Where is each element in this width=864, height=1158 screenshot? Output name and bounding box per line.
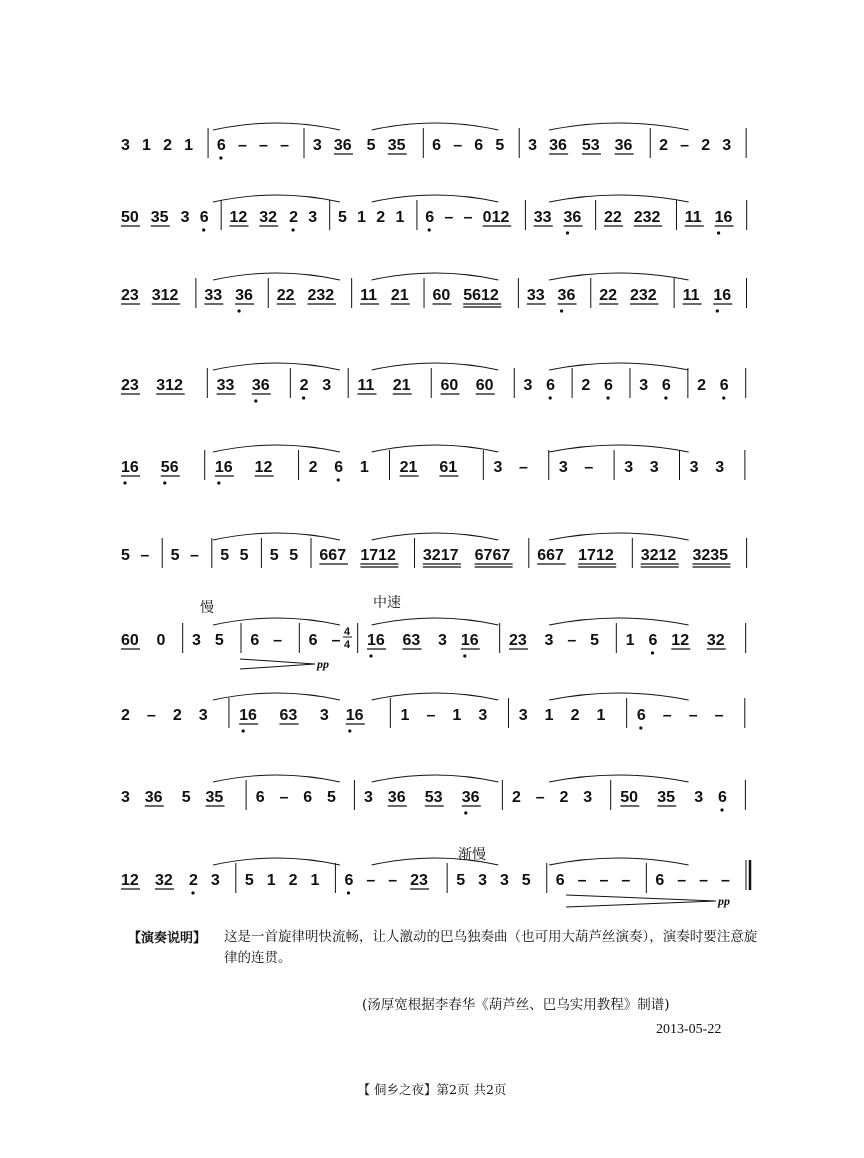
note: 11 [684, 209, 702, 226]
date: 2013-05-22 [656, 1022, 722, 1037]
note: 16 [366, 632, 385, 649]
note: 3 [312, 137, 322, 154]
note: 11 [360, 287, 378, 304]
low-octave-dot [549, 396, 552, 399]
note: 35 [657, 789, 676, 806]
note: 6 [308, 632, 318, 649]
note: 36 [563, 209, 582, 226]
low-octave-dot [560, 309, 563, 312]
slur [213, 273, 340, 280]
low-octave-dot [191, 891, 194, 894]
low-octave-dot [639, 726, 642, 729]
note: 5 [590, 632, 600, 649]
dynamic-pp-2: pp [718, 894, 730, 908]
score-row [121, 123, 746, 160]
slur [549, 195, 688, 202]
note: 6 [344, 872, 354, 889]
note: 5 [220, 547, 230, 564]
note: 3 [624, 459, 634, 476]
note: 1 [310, 872, 320, 889]
note: 2 [308, 459, 318, 476]
note: 5 [521, 872, 531, 889]
note: 2 [697, 377, 707, 394]
note: 3 [192, 632, 201, 649]
note: – [259, 137, 268, 154]
performance-note-label: 【演奏说明】 [128, 930, 207, 945]
note: 6 [250, 632, 260, 649]
note: – [140, 547, 150, 564]
note: 3 [544, 632, 554, 649]
slur [372, 445, 499, 452]
low-octave-dot [566, 231, 569, 234]
note: 16 [239, 707, 257, 724]
slur [372, 533, 499, 540]
note: 3 [649, 459, 659, 476]
note: 32 [155, 872, 173, 889]
note: 2 [511, 789, 521, 806]
slur [213, 858, 340, 865]
note: 50 [121, 209, 139, 226]
note: 36 [333, 137, 352, 154]
note: 61 [439, 459, 458, 476]
note: 5 [289, 547, 299, 564]
note: – [273, 632, 283, 649]
note: – [567, 632, 577, 649]
note: 3 [210, 872, 220, 889]
note: – [577, 872, 587, 889]
note: 3 [319, 707, 329, 724]
tempo-slow: 慢 [200, 601, 214, 616]
note: 12 [254, 459, 273, 476]
note: 6 [546, 377, 556, 394]
note: 6 [604, 377, 613, 394]
note: 35 [150, 209, 169, 226]
note: 3 [364, 789, 373, 806]
note: 60 [475, 377, 494, 394]
low-octave-dot [217, 481, 220, 484]
note: – [190, 547, 199, 564]
note: 12 [229, 209, 248, 226]
note: 16 [714, 209, 733, 226]
score-row [121, 445, 745, 485]
note: 667 [537, 547, 564, 564]
note: 6 [425, 209, 435, 226]
note: 1 [266, 872, 276, 889]
note: 3 [523, 377, 533, 394]
note: 232 [629, 287, 657, 304]
slur [213, 123, 340, 130]
note: – [584, 459, 594, 476]
low-octave-dot [369, 654, 372, 657]
note: 0 [156, 632, 166, 649]
note: – [720, 872, 730, 889]
score-row [121, 273, 747, 313]
note: 36 [614, 137, 633, 154]
note: 2 [172, 707, 182, 724]
score-row [121, 618, 746, 658]
slur [372, 123, 499, 130]
note: 12 [121, 872, 139, 889]
note: 33 [216, 377, 235, 394]
note: 312 [156, 377, 183, 394]
note: 2 [121, 707, 130, 724]
note: 1 [184, 137, 194, 154]
note: – [453, 137, 463, 154]
slur [549, 123, 688, 130]
note: 2 [163, 137, 173, 154]
note: – [621, 872, 631, 889]
note: 6 [719, 377, 729, 394]
note: 1 [400, 707, 410, 724]
slur [549, 858, 688, 865]
note: – [279, 789, 289, 806]
note: 3 [694, 789, 704, 806]
slur [372, 363, 499, 370]
low-octave-dot [202, 228, 205, 231]
note: – [662, 707, 672, 724]
note: 11 [682, 287, 700, 304]
low-octave-dot [242, 729, 245, 732]
note: 1 [359, 459, 369, 476]
slur [213, 618, 340, 625]
note: 6 [303, 789, 313, 806]
note: 2 [559, 789, 569, 806]
note: 60 [432, 287, 451, 304]
note: 36 [557, 287, 576, 304]
note: – [699, 872, 709, 889]
note: 5 [456, 872, 466, 889]
note: 32 [259, 209, 278, 226]
note: 2 [581, 377, 591, 394]
diminuendo-hairpin-1 [240, 659, 315, 669]
note: 36 [461, 789, 480, 806]
low-octave-dot [464, 811, 467, 814]
note: 21 [392, 377, 411, 394]
slur [549, 693, 688, 700]
note: 23 [121, 377, 139, 394]
note: 312 [151, 287, 179, 304]
low-octave-dot [337, 478, 340, 481]
slur [549, 618, 688, 625]
svg-text:4: 4 [344, 639, 351, 651]
note: 1 [596, 707, 606, 724]
note: 5 [244, 872, 254, 889]
note: 6 [718, 789, 727, 806]
note: – [599, 872, 609, 889]
note: 5 [181, 789, 191, 806]
diminuendo-hairpin-2 [566, 895, 716, 907]
note: 3 [121, 789, 130, 806]
note: 1 [544, 707, 554, 724]
note: 16 [121, 459, 139, 476]
note: 5 [366, 137, 376, 154]
note: 3 [499, 872, 509, 889]
note: 2 [570, 707, 580, 724]
svg-text:4: 4 [344, 626, 351, 638]
note: 21 [390, 287, 409, 304]
note: 6 [432, 137, 442, 154]
note: 5 [239, 547, 249, 564]
slur [213, 195, 340, 202]
note: 36 [387, 789, 406, 806]
slur [372, 195, 499, 202]
note: 50 [620, 789, 639, 806]
note: 56 [160, 459, 179, 476]
low-octave-dot [428, 228, 431, 231]
final-barline [746, 860, 750, 890]
slur [549, 363, 688, 370]
note: – [280, 137, 289, 154]
slur [213, 533, 340, 540]
note: 3 [493, 459, 503, 476]
note: 1712 [360, 547, 396, 564]
low-octave-dot [291, 228, 294, 231]
note: 6 [199, 209, 209, 226]
note: 23 [121, 287, 139, 304]
note: 3 [308, 209, 318, 226]
note: 6 [555, 872, 565, 889]
note: 5 [327, 789, 336, 806]
note: 22 [276, 287, 295, 304]
note: 35 [205, 789, 224, 806]
page-footer: 【 侗乡之夜】第2页 共2页 [357, 1082, 507, 1097]
note: 60 [440, 377, 459, 394]
tempo-moderate: 中速 [373, 596, 401, 611]
note: – [688, 707, 698, 724]
note: 5 [214, 632, 224, 649]
low-octave-dot [720, 808, 723, 811]
slur [372, 618, 499, 625]
note: 16 [713, 287, 732, 304]
slur [213, 363, 340, 370]
low-octave-dot [219, 156, 222, 159]
note: 3 [583, 789, 593, 806]
note: – [680, 137, 690, 154]
note: 3212 [640, 547, 677, 564]
note: 16 [345, 707, 364, 724]
note: 23 [410, 872, 428, 889]
note: 1 [142, 137, 151, 154]
note: – [388, 872, 398, 889]
note: 6767 [474, 547, 511, 564]
score-row [121, 195, 747, 235]
slur [549, 775, 688, 782]
note: 22 [599, 287, 618, 304]
note: 2 [376, 209, 386, 226]
note: 5 [269, 547, 279, 564]
note: 36 [235, 287, 253, 304]
note: – [146, 707, 156, 724]
note: – [331, 632, 341, 649]
low-octave-dot [163, 481, 166, 484]
note: 1 [395, 209, 405, 226]
tempo-gradually-slow: 渐慢 [458, 848, 486, 863]
note: 53 [581, 137, 600, 154]
low-octave-dot [254, 399, 257, 402]
note: 53 [424, 789, 443, 806]
score-row [121, 533, 747, 568]
note: 11 [357, 377, 375, 394]
note: 16 [214, 459, 233, 476]
note: – [237, 137, 247, 154]
slur [372, 775, 499, 782]
note: 6 [334, 459, 344, 476]
note: 22 [603, 209, 622, 226]
note: 6 [474, 137, 484, 154]
score-row [121, 693, 745, 733]
low-octave-dot [722, 396, 725, 399]
note: 3 [558, 459, 568, 476]
note: 63 [279, 707, 298, 724]
note: 63 [402, 632, 421, 649]
note: 5 [121, 547, 130, 564]
note: – [366, 872, 376, 889]
low-octave-dot [348, 729, 351, 732]
note: 3 [322, 377, 332, 394]
note: 23 [509, 632, 527, 649]
note: 32 [706, 632, 725, 649]
note: 6 [655, 872, 665, 889]
note: 3 [198, 707, 208, 724]
score-rows [121, 123, 747, 895]
low-octave-dot [716, 309, 719, 312]
low-octave-dot [463, 654, 466, 657]
slur [549, 445, 688, 452]
note: 5 [170, 547, 180, 564]
note: 35 [387, 137, 406, 154]
note: 5 [495, 137, 505, 154]
note: 3 [121, 137, 130, 154]
note: 3 [528, 137, 537, 154]
slur [549, 533, 688, 540]
note: 232 [307, 287, 335, 304]
note: 2 [189, 872, 198, 889]
arranger-credit: (汤厚宽根据李春华《葫芦丝、巴乌实用教程》制谱) [362, 997, 670, 1013]
low-octave-dot [123, 481, 126, 484]
note: 33 [533, 209, 552, 226]
note: 1 [452, 707, 462, 724]
note: 36 [549, 137, 567, 154]
low-octave-dot [347, 891, 350, 894]
note: 1 [625, 632, 635, 649]
note: – [677, 872, 687, 889]
note: 6 [255, 789, 265, 806]
note: 6 [648, 632, 658, 649]
low-octave-dot [237, 309, 240, 312]
note: 3217 [422, 547, 459, 564]
note: 12 [671, 632, 690, 649]
note: 6 [636, 707, 646, 724]
note: 2 [659, 137, 668, 154]
note: 33 [204, 287, 223, 304]
note: 2 [299, 377, 309, 394]
low-octave-dot [606, 396, 609, 399]
score-row [121, 363, 746, 403]
slur [213, 775, 340, 782]
slur [372, 273, 499, 280]
note: 36 [144, 789, 163, 806]
note: 3 [689, 459, 699, 476]
note: – [519, 459, 528, 476]
note: 2 [288, 872, 298, 889]
note: 60 [121, 632, 139, 649]
low-octave-dot [302, 396, 305, 399]
note: 33 [526, 287, 545, 304]
note: 667 [319, 547, 347, 564]
note: – [714, 707, 724, 724]
note: – [463, 209, 473, 226]
note: 3 [715, 459, 725, 476]
note: 36 [251, 377, 270, 394]
note: 3 [478, 872, 487, 889]
note: 3235 [692, 547, 729, 564]
note: – [535, 789, 545, 806]
note: 012 [482, 209, 510, 226]
note: 232 [633, 209, 661, 226]
note: 3 [438, 632, 447, 649]
score-row [121, 858, 730, 895]
low-octave-dot [717, 231, 720, 234]
note: 2 [701, 137, 711, 154]
note: 3 [518, 707, 528, 724]
note: 3 [180, 209, 190, 226]
note: 5 [338, 209, 347, 226]
note: 3 [639, 377, 649, 394]
performance-note-text: 这是一首旋律明快流畅，让人激动的巴乌独奏曲（也可用大葫芦丝演奏），演奏时要注意旋律的连贯。 [224, 929, 758, 966]
note: – [426, 707, 436, 724]
time-signature [343, 626, 352, 651]
note: 16 [460, 632, 479, 649]
note: 1712 [578, 547, 614, 564]
slur [549, 273, 688, 280]
note: 1 [357, 209, 367, 226]
low-octave-dot [664, 396, 667, 399]
note: 21 [399, 459, 418, 476]
note: 6 [661, 377, 671, 394]
score-row [121, 775, 745, 815]
note: 5612 [463, 287, 499, 304]
note: 6 [216, 137, 226, 154]
note: – [444, 209, 454, 226]
slur [213, 693, 340, 700]
note: 2 [289, 209, 298, 226]
slur [213, 445, 340, 452]
note: 3 [722, 137, 732, 154]
dynamic-pp-1: pp [317, 657, 329, 671]
note: 3 [478, 707, 488, 724]
low-octave-dot [651, 651, 654, 654]
